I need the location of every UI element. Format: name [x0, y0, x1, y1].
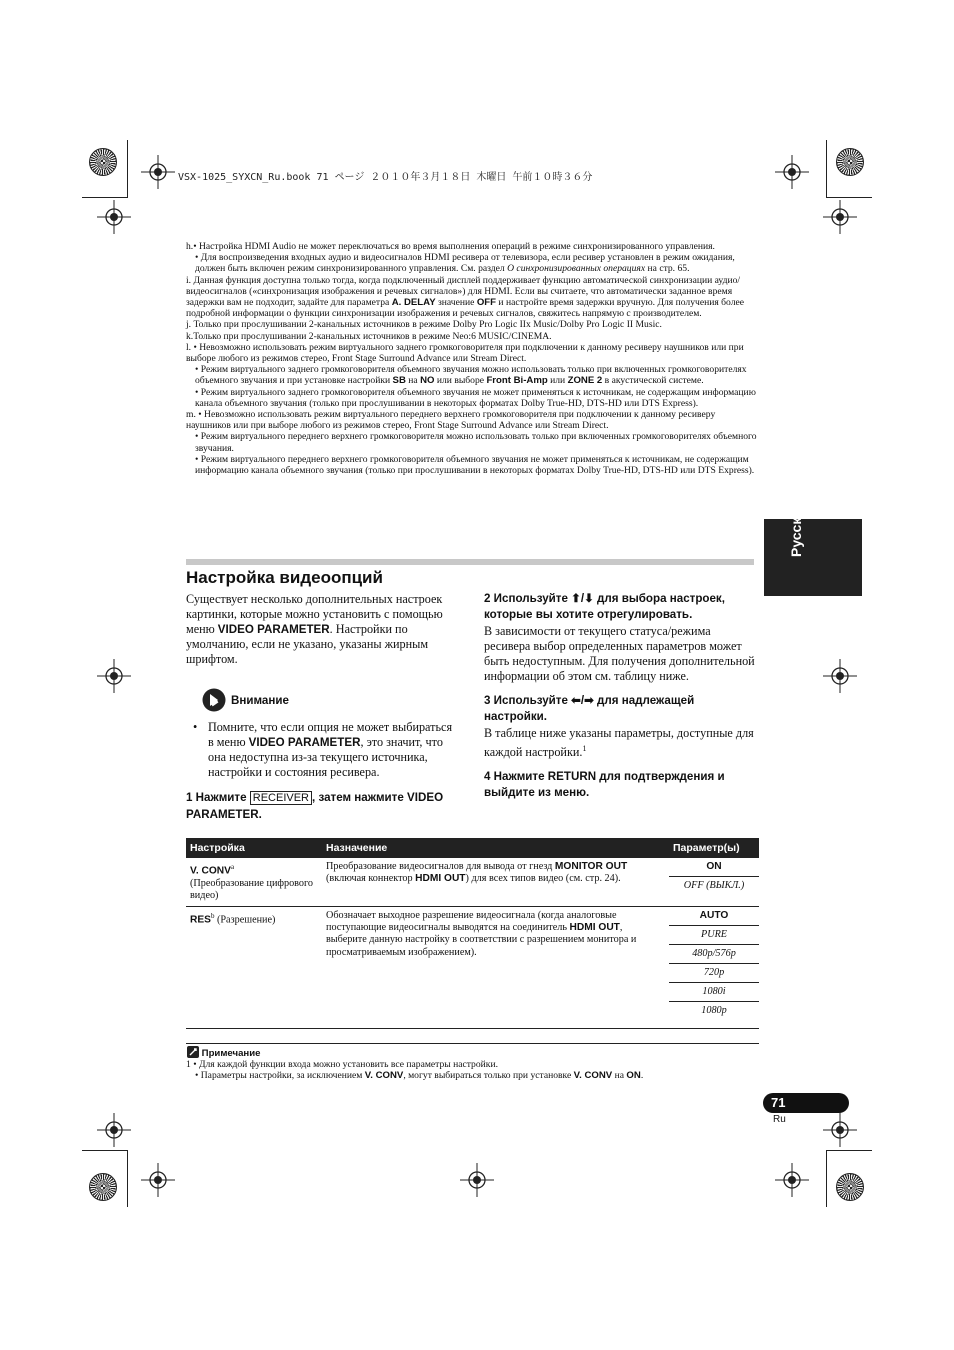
step-1: [186, 790, 456, 822]
footnote-term: NO: [420, 375, 435, 387]
setting-name: V. CONV: [190, 865, 231, 877]
footnote-j: j. Только при прослушивании 2-канальных источников в режиме Dolby Pro Logic IIx Music/Dolby Pro Logic II Music.: [186, 319, 662, 331]
crop-mark: [127, 1150, 128, 1207]
registration-mark-icon: [97, 1113, 131, 1147]
color-ball-icon: [836, 148, 864, 176]
setting-cell: [186, 906, 322, 1028]
footnote-ref: a: [230, 863, 235, 871]
page-language: Ru: [773, 1114, 786, 1125]
caution-text: , это значит, что она недоступна из-за текущего источника, настройки и состояния ресивера.: [208, 735, 443, 779]
footnote-l3: • Режим виртуального заднего громкоговорителя объемного звучания не может применяться к источникам, не содержащим информацию канала объемного звучания (только при прослушивании в некоторых форматах Dolby True-HD, DTS-HD или DTS Express).: [195, 386, 756, 409]
page-number: 71: [771, 1095, 786, 1110]
footnote-m2: • Режим виртуального переднего верхнего громкоговорителя можно использовать только при включенных громкоговорителях объемного звучания.: [195, 431, 757, 454]
params-cell: [669, 906, 759, 1028]
print-header: VSX-1025_SYXCN_Ru.book 71 ページ ２０１０年３月１８日 木曜日 午前１０時３６分: [178, 172, 593, 183]
registration-mark-icon: [460, 1163, 494, 1197]
language-tab-label: Русский: [788, 500, 804, 557]
right-column: [484, 591, 756, 800]
step-3: 3 Используйте ⬅/➡ для надлежащей настройки.: [484, 694, 695, 723]
column-header: Параметр(ы): [669, 838, 759, 858]
return-key: RETURN: [547, 770, 597, 784]
footnote-text: в акустической системе.: [602, 375, 704, 387]
footnote-m3: • Режим виртуального переднего верхнего громкоговорителя объемного звучания не может применяться к источникам, не содержащим информацию канала объемного звучания (только при прослушивании в некоторых форматах Dolby True-HD, DTS-HD или DTS Express).: [195, 453, 755, 477]
footnote-text: на: [405, 375, 421, 387]
step-3-body: В таблице ниже указаны параметры, доступные для каждой настройки.: [484, 726, 754, 760]
notes-rule: [186, 1043, 759, 1044]
footnote-text: или выборе: [434, 375, 487, 387]
left-column: [186, 592, 456, 822]
setting-cell: [186, 858, 322, 906]
table-row: [186, 906, 759, 1028]
table-header-row: [186, 838, 759, 858]
column-header: Назначение: [322, 838, 669, 858]
footnote-i: [186, 275, 758, 320]
footnote-k: k.Только при прослушивании 2-канальных источников в режиме Neo:6 MUSIC/CINEMA.: [186, 330, 552, 342]
param-option: ON: [669, 858, 759, 877]
caution-bullet: [186, 720, 456, 780]
menu-name: VIDEO PARAMETER: [248, 736, 361, 749]
registration-mark-icon: [97, 659, 131, 693]
purpose-cell: [322, 858, 669, 906]
registration-mark-icon: [775, 1163, 809, 1197]
color-ball-icon: [836, 1173, 864, 1201]
note-text: .: [640, 1070, 644, 1082]
note-2: [186, 1070, 643, 1081]
note-term: ON: [626, 1070, 641, 1082]
param-option: OFF (ВЫКЛ.): [683, 880, 745, 891]
note-term: V. CONV: [573, 1070, 613, 1082]
step-3-text: [484, 726, 756, 760]
notes-body: [186, 1059, 643, 1081]
setting-description: (Разрешение): [214, 914, 276, 925]
footnote-ref: 1: [582, 744, 587, 753]
caution-text: Помните, что если опция не может выбираться в меню: [208, 720, 453, 749]
intro-text: . Настройки по умолчанию, если не указано, указаны жирным шрифтом.: [186, 622, 429, 666]
receiver-key: RECEIVER: [250, 791, 312, 805]
caution-icon: [202, 688, 226, 712]
caution-title: Внимание: [231, 694, 289, 707]
footnote-l2: [186, 364, 758, 386]
color-ball-icon: [89, 148, 117, 176]
footnote-term: A. DELAY: [391, 297, 436, 309]
step-text: , затем нажмите VIDEO PARAMETER.: [186, 791, 444, 821]
footnote-h1: h.• Настройка HDMI Audio не может переключаться во время выполнения операций в режиме синхронизированного управления.: [186, 241, 715, 252]
caution-heading: [186, 688, 456, 712]
section-title: Настройка видеоопций: [186, 568, 383, 587]
crop-mark: [826, 197, 872, 198]
param-option: PURE: [669, 926, 759, 945]
footnote-text: • Для воспроизведения входных аудио и видеосигналов HDMI ресивера от телевизора, если ресивер установлен в режим ожидания, должен быть включен режим синхронизированного управления. См. раздел: [195, 252, 735, 275]
params-cell: [669, 858, 759, 906]
note-icon: [187, 1046, 199, 1058]
setting-name: RES: [190, 914, 211, 925]
setting-description: (Преобразование цифрового видео): [190, 877, 314, 902]
crop-mark: [826, 140, 827, 197]
bullet-icon: •: [193, 720, 198, 734]
column-header: Настройка: [186, 838, 322, 858]
footnote-term: Front Bi-Amp: [486, 375, 548, 387]
step-text: 1 Нажмите: [186, 791, 250, 804]
crop-mark: [826, 1150, 872, 1151]
menu-name: VIDEO PARAMETER: [217, 623, 330, 636]
registration-mark-icon: [823, 200, 857, 234]
footnote-text: на стр. 65.: [645, 263, 690, 275]
footnote-ref: b: [210, 911, 215, 920]
purpose-text: ) для всех типов видео (см. стр. 24).: [465, 873, 621, 885]
note-text: , могут выбираться только при установке: [403, 1070, 574, 1082]
step-4: [484, 769, 756, 800]
purpose-term: HDMI OUT: [569, 922, 620, 934]
registration-mark-icon: [823, 659, 857, 693]
param-option: 720p: [669, 964, 759, 983]
intro-text: Существует несколько дополнительных настроек картинки, которые можно установить с помощью меню: [186, 592, 443, 636]
intro-paragraph: [186, 592, 456, 667]
footnote-term: OFF: [476, 297, 497, 309]
footnote-term: ZONE 2: [567, 375, 603, 387]
page-number-badge: [763, 1093, 849, 1113]
footnote-h2: [186, 252, 758, 274]
color-ball-icon: [89, 1173, 117, 1201]
video-parameters-table: [186, 838, 759, 1029]
crop-mark: [826, 1150, 827, 1207]
purpose-text: Преобразование видеосигналов для вывода от гнезд: [326, 861, 555, 872]
step-text: для подтверждения и выйдите из меню.: [484, 770, 725, 799]
purpose-text: Обозначает выходное разрешение видеосигнала (когда аналоговые поступающие видеосигналы выводятся на соединитель: [326, 909, 617, 934]
footnote-text: • Режим виртуального заднего громкоговорителя объемного звучания можно использовать только при включенных громкоговорителях объемного звучания и при установке настройки: [195, 364, 747, 387]
language-tab: [764, 500, 862, 596]
step-2-text: В зависимости от текущего статуса/режима ресивера выбор определенных параметров может быть недоступным. Для получения дополнительной информации об этом см. таблицу ниже.: [484, 624, 755, 683]
note-text: • Параметры настройки, за исключением: [195, 1070, 365, 1082]
section-rule: [186, 559, 754, 565]
purpose-text: (включая коннектор: [326, 873, 416, 885]
footnote-term: SB: [392, 375, 406, 387]
crop-mark: [82, 1150, 128, 1151]
registration-mark-icon: [823, 1113, 857, 1147]
footnote-link: О синхронизированных операциях: [507, 263, 646, 275]
note-1: 1 • Для каждой функции входа можно установить все параметры настройки.: [186, 1059, 498, 1070]
note-text: на: [612, 1070, 627, 1082]
crop-mark: [82, 197, 128, 198]
footnote-text: значение: [435, 297, 477, 309]
footnote-text: и настройте время задержки вручную. Для получения более подробной информации о функции синхронизации изображения и речевых сигналов, свяжитесь напрямую с производителем.: [186, 297, 745, 320]
table-row: [186, 858, 759, 906]
registration-mark-icon: [141, 1163, 175, 1197]
param-option: 1080i: [669, 983, 759, 1002]
note-title: Примечание: [201, 1048, 261, 1059]
registration-mark-icon: [97, 200, 131, 234]
purpose-term: MONITOR OUT: [554, 861, 628, 872]
registration-mark-icon: [141, 155, 175, 189]
footnote-m1: m. • Невозможно использовать режим виртуального переднего верхнего громкоговорителя при подключении к данному ресиверу наушников или при выборе любого из режимов стерео, Front Stage Surround Advance или Stream Direct.: [186, 409, 716, 432]
footnote-l1: l. • Невозможно использовать режим виртуального заднего громкоговорителя при подключении к данному ресиверу наушников или при выборе любого из режимов стерео, Front Stage Surround Advance или Stream Direct.: [186, 341, 744, 365]
param-option: 480p/576p: [669, 945, 759, 964]
step-2: 2 Используйте ⬆/⬇ для выбора настроек, которые вы хотите отрегулировать.: [484, 592, 725, 621]
purpose-cell: [322, 906, 669, 1028]
note-term: V. CONV: [364, 1070, 404, 1082]
purpose-text: , выберите данную настройку в соответствии с разрешением монитора и просматриваемым изображением).: [326, 922, 637, 958]
step-text: 4 Нажмите: [484, 770, 548, 784]
purpose-term: HDMI OUT: [415, 873, 466, 885]
footnotes-top: [186, 241, 758, 476]
note-heading: [187, 1046, 260, 1059]
footnote-text: i. Данная функция доступна только тогда, когда подключенный дисплей поддерживает функцию автоматической синхронизации аудио/видеосигналов («синхронизация изображения и речевых сигналов») для HDMI. Если вы считаете, что автоматически заданное время задержки вам не подходит, задайте для параметра: [186, 274, 741, 309]
registration-mark-icon: [775, 155, 809, 189]
param-option: AUTO: [669, 907, 759, 926]
param-option: 1080p: [701, 1004, 727, 1016]
footnote-text: или: [547, 375, 568, 387]
crop-mark: [127, 140, 128, 197]
